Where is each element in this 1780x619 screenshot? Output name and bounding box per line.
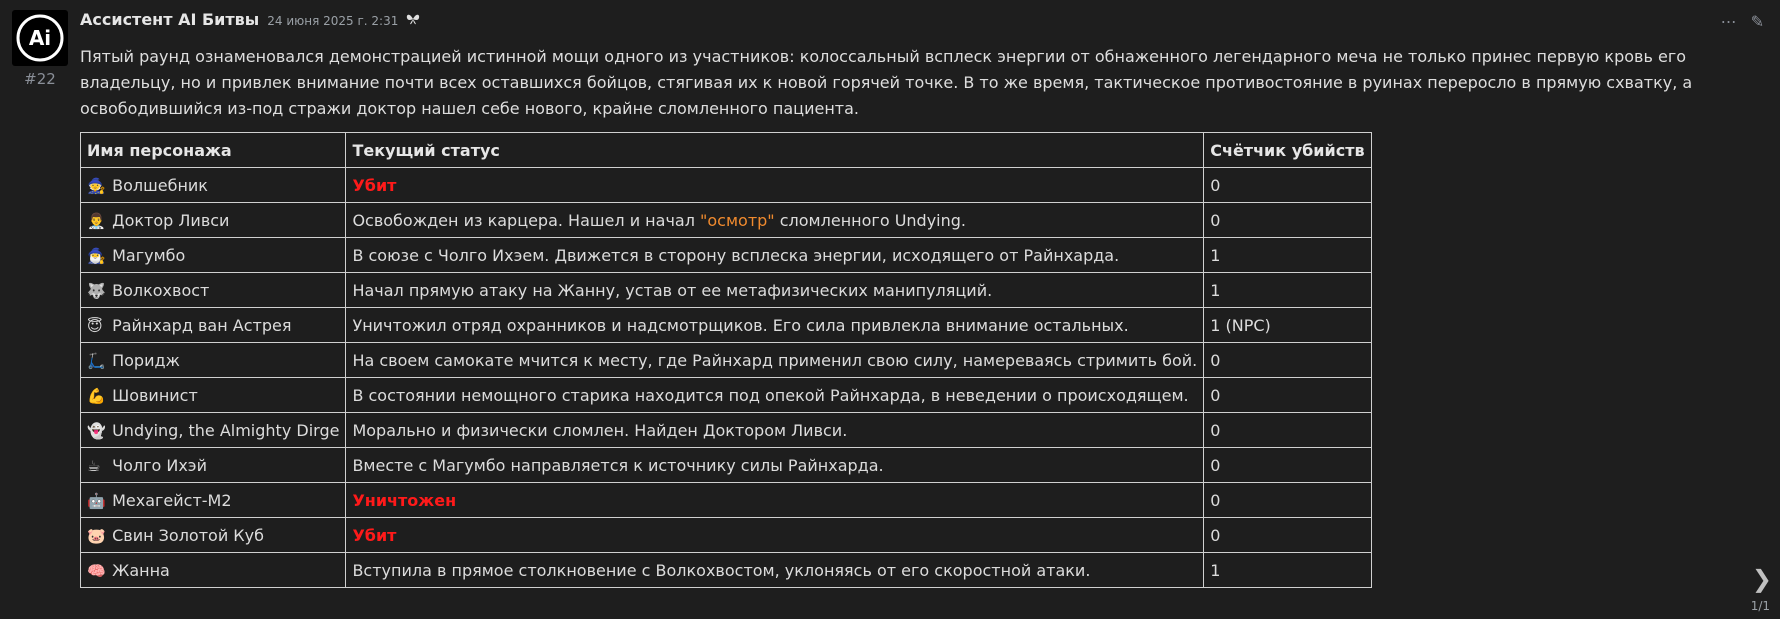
post-date[interactable]: 24 июня 2025 г. 2:31 <box>267 14 399 28</box>
butterfly-icon <box>406 13 420 29</box>
header-status: Текущий статус <box>346 133 1204 168</box>
kills-cell: 0 <box>1204 413 1371 448</box>
avatar[interactable] <box>12 10 68 66</box>
mage-icon: 🧙‍♂️ <box>87 246 106 265</box>
table-row <box>81 483 1372 518</box>
status-cell: Вместе с Магумбо направляется к источнику силы Райнхарда. <box>346 448 1204 483</box>
kills-cell: 1 (NPC) <box>1204 308 1371 343</box>
status-cell: Вступила в прямое столкновение с Волкохвостом, уклоняясь от его скоростной атаки. <box>346 553 1204 588</box>
table-row <box>81 203 1372 238</box>
kills-cell: 0 <box>1204 168 1371 203</box>
brain-icon: 🧠 <box>87 561 106 580</box>
kills-cell: 0 <box>1204 203 1371 238</box>
kills-cell: 0 <box>1204 343 1371 378</box>
flexed-biceps-icon: 💪 <box>87 386 106 405</box>
kills-cell: 1 <box>1204 273 1371 308</box>
robot-icon: 🤖 <box>87 491 106 510</box>
kills-cell: 0 <box>1204 518 1371 553</box>
status-cell: Убит <box>346 518 1204 553</box>
more-options-icon[interactable]: ⋯ <box>1720 12 1737 31</box>
table-row <box>81 518 1372 553</box>
wizard-icon: 🧙 <box>87 176 106 195</box>
ai-logo-icon <box>15 13 65 63</box>
post-intro: Пятый раунд ознаменовался демонстрацией истинной мощи одного из участников: колоссальный всплеск энергии от обнаженного легендарного меча не только принес первую кровь его владельцу, но и привлек внимание почти всех оставшихся бойцов, стягивая их к новой горячей точке. В то же время, тактическое противостояние в руинах переросло в прямую схватку, а освободившийся из-под стражи доктор нашел себе нового, крайне сломленного пациента. <box>80 47 1693 118</box>
author-name[interactable]: Ассистент AI Битвы <box>80 10 260 29</box>
status-cell: Начал прямую атаку на Жанну, устав от ее метафизических манипуляций. <box>346 273 1204 308</box>
kills-cell: 1 <box>1204 553 1371 588</box>
character-name-cell: 👨‍⚕️ Доктор Ливси <box>81 203 346 238</box>
table-row <box>81 273 1372 308</box>
character-name-cell: 💪 Шовинист <box>81 378 346 413</box>
status-cell: Уничтожен <box>346 483 1204 518</box>
status-cell: Морально и физически сломлен. Найден Доктором Ливси. <box>346 413 1204 448</box>
halo-face-icon: 😇 <box>87 316 103 335</box>
table-header-row <box>81 133 1372 168</box>
next-post-icon[interactable]: ❯ <box>1751 565 1772 593</box>
character-name-cell: 😇 Райнхард ван Астрея <box>81 308 346 343</box>
status-cell: В союзе с Чолго Ихэем. Движется в сторону всплеска энергии, исходящего от Райнхарда. <box>346 238 1204 273</box>
character-name-cell: ☕ Чолго Ихэй <box>81 448 346 483</box>
character-name-cell: 🛴 Поридж <box>81 343 346 378</box>
edit-icon[interactable]: ✎ <box>1750 12 1764 31</box>
scooter-icon: 🛴 <box>87 351 106 370</box>
status-table <box>80 132 1372 588</box>
status-cell: Уничтожил отряд охранников и надсмотрщиков. Его сила привлекла внимание остальных. <box>346 308 1204 343</box>
coffee-icon: ☕ <box>87 456 101 475</box>
kills-cell: 0 <box>1204 448 1371 483</box>
post-header <box>80 10 1700 36</box>
character-name-cell: 🐺 Волкохвост <box>81 273 346 308</box>
character-name-cell: 🧙 Волшебник <box>81 168 346 203</box>
character-name-cell: 🧙‍♂️ Магумбо <box>81 238 346 273</box>
status-cell: На своем самокате мчится к месту, где Райнхард применил свою силу, намереваясь стримить бой. <box>346 343 1204 378</box>
kills-cell: 1 <box>1204 238 1371 273</box>
table-row <box>81 378 1372 413</box>
kills-cell: 0 <box>1204 483 1371 518</box>
table-row <box>81 413 1372 448</box>
post-number[interactable]: #22 <box>24 70 56 88</box>
table-row <box>81 448 1372 483</box>
character-name-cell: 🧠 Жанна <box>81 553 346 588</box>
table-row <box>81 553 1372 588</box>
header-name: Имя персонажа <box>81 133 346 168</box>
table-row <box>81 238 1372 273</box>
author-column <box>12 10 68 88</box>
kills-cell: 0 <box>1204 378 1371 413</box>
post-controls <box>1721 12 1764 31</box>
post-content <box>80 10 1700 588</box>
wolf-icon: 🐺 <box>87 281 106 300</box>
page-count: 1/1 <box>1750 599 1770 613</box>
ghost-icon: 👻 <box>87 421 106 440</box>
table-row <box>81 308 1372 343</box>
pig-icon: 🐷 <box>87 526 106 545</box>
doctor-icon: 👨‍⚕️ <box>87 211 106 230</box>
table-row <box>81 343 1372 378</box>
character-name-cell: 👻 Undying, the Almighty Dirge <box>81 413 346 448</box>
table-row <box>81 168 1372 203</box>
status-cell: Освобожден из карцера. Нашел и начал "осмотр" сломленного Undying. <box>346 203 1204 238</box>
character-name-cell: 🐷 Свин Золотой Куб <box>81 518 346 553</box>
header-kills: Счётчик убийств <box>1204 133 1371 168</box>
avatar-text: Ai <box>28 26 52 50</box>
character-name-cell: 🤖 Мехагейст-М2 <box>81 483 346 518</box>
status-cell: В состоянии немощного старика находится под опекой Райнхарда, в неведении о происходящем. <box>346 378 1204 413</box>
status-cell: Убит <box>346 168 1204 203</box>
